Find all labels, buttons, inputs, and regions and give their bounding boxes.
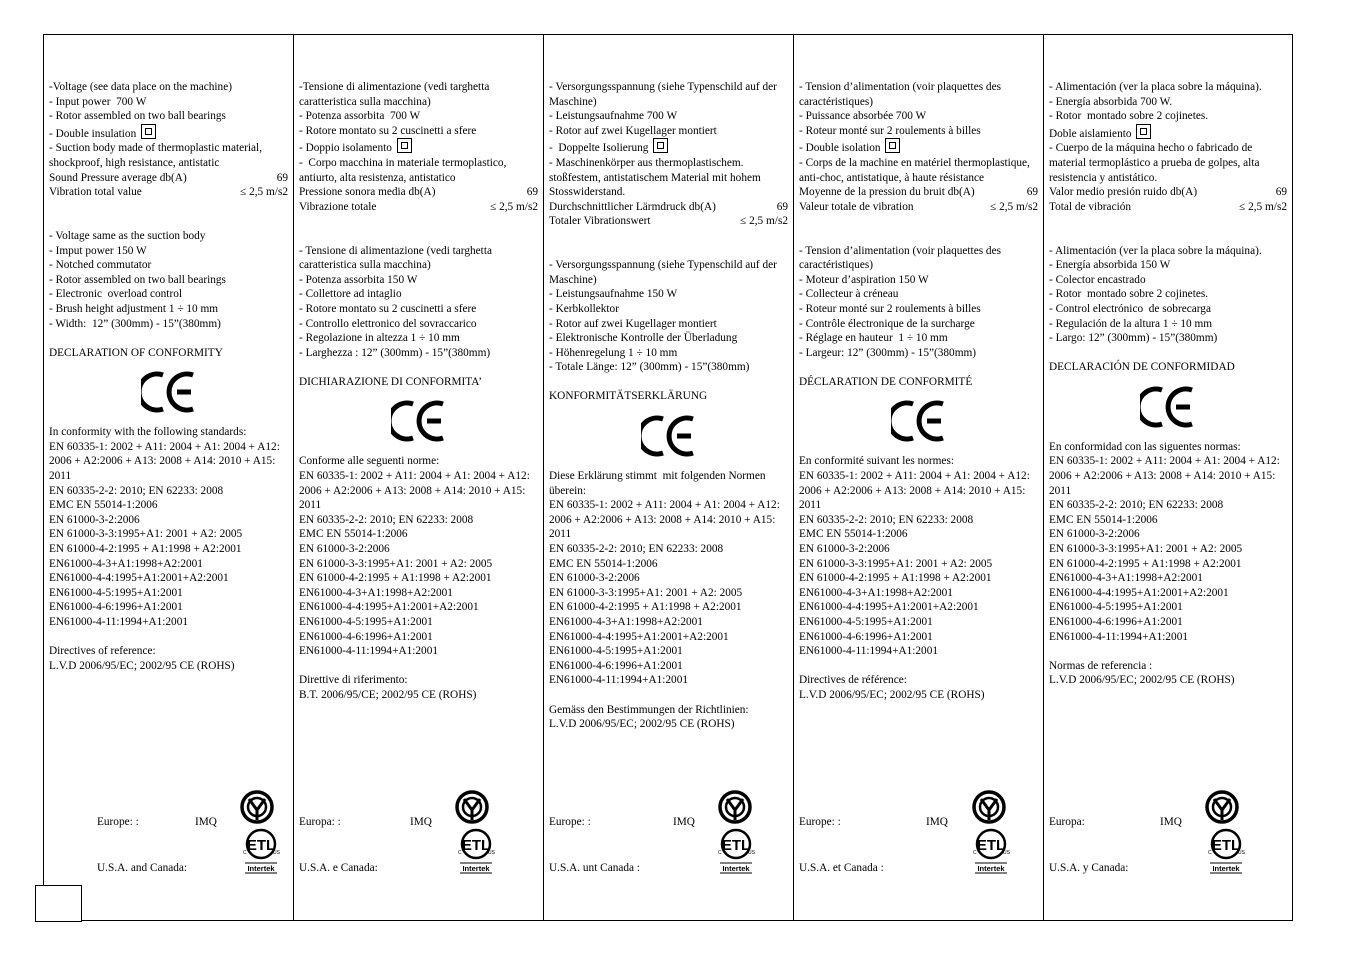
spec-line: - Cuerpo de la máquina hecho o fabricado de material termoplástico a prueba de golpes, alta resistencia y antistático. [1049,142,1263,184]
spec2-line: - Kerbkollektor [549,302,619,315]
spec2-line: - Controllo elettronico del sovraccarico [299,317,477,330]
imq-logo-icon [239,790,275,824]
standard-line: EN61000-4-6:1996+A1:2001 [49,601,183,614]
column-fr [794,35,1044,920]
imq-label: IMQ [410,816,432,828]
usa-canada-label: U.S.A. et Canada : [799,862,884,874]
standard-line: EN 61000-3-3:1995+A1: 2001 + A2: 2005 [549,586,743,599]
double-insulation-icon [653,138,668,153]
standard-line: EN61000-4-6:1996+A1:2001 [549,659,683,672]
spec2-line: - Largeur: 12” (300mm) - 15”(380mm) [799,346,977,359]
etl-text: ETL [1211,837,1241,854]
usa-canada-label: U.S.A. unt Canada : [549,862,640,874]
column-es [1044,35,1292,920]
standard-line: EMC EN 55014-1:2006 [49,499,158,512]
etl-intertek-logo-icon [239,826,283,874]
spec2-line: - Rotor assembled on two ball bearings [49,273,226,286]
standard-line: In conformity with the following standards: [49,426,247,439]
double-insulation-icon [397,138,412,153]
standard-line: EN61000-4-11:1994+A1:2001 [549,674,688,687]
spec2-line: - Regolazione in altezza 1 ÷ 10 mm [299,332,460,345]
spec2-line: - Contrôle électronique de la surcharge [799,317,975,330]
spec-line: -Tensione di alimentazione (vedi targhetta caratteristica sulla macchina) [299,81,493,108]
standard-line: EN61000-4-11:1994+A1:2001 [799,645,938,658]
standard-line: EN 61000-4-2:1995 + A1:1998 + A2:2001 [299,572,492,585]
etl-us-text: US [488,850,495,856]
spec-line: - Versorgungsspannung (siehe Typenschild auf der Maschine) [549,81,780,108]
double-insulation-line: - Double insulation [49,124,288,142]
standard-line: EN 60335-2-2: 2010; EN 62233: 2008 [299,513,474,526]
double-insulation-line: - Doppelte Isolierung [549,138,788,156]
directive-line: Direttive di riferimento: [299,674,408,687]
ce-mark-icon [799,399,1038,445]
spec-line: - Rotor montado sobre 2 cojinetes. [1049,110,1209,123]
spec-line: -Voltage (see data place on the machine) [49,81,232,93]
spec-line: - Rotor assembled on two ball bearings [49,110,226,123]
certification-area [299,790,538,900]
spec2-line: - Control electrónico de sobrecarga [1049,302,1211,315]
spec2-line: - Tension d’alimentation (voir plaquettes des caractéristiques) [799,244,1004,272]
standard-line: EN61000-4-4:1995+A1:2001+A2:2001 [799,601,979,614]
standard-line: EN 60335-2-2: 2010; EN 62233: 2008 [549,543,724,556]
standard-line: EN 61000-3-3:1995+A1: 2001 + A2: 2005 [1049,543,1243,556]
spec-line: - Leistungsaufnahme 700 W [549,110,678,123]
spec2-line: - Versorgungsspannung (siehe Typenschild auf der Maschine) [549,259,780,286]
spec-line: - Alimentación (ver la placa sobre la máquina). [1049,81,1262,93]
standard-line: EN61000-4-3+A1:1998+A2:2001 [299,586,453,599]
directive-line: L.V.D 2006/95/EC; 2002/95 CE (ROHS) [49,659,235,672]
standard-line: EN 61000-4-2:1995 + A1:1998 + A2:2001 [1049,557,1242,570]
etl-us-text: US [748,850,755,856]
etl-us-text: US [273,850,280,856]
ce-mark-icon [549,414,788,460]
column-it [294,35,544,920]
spec2-line: - Alimentación (ver la placa sobre la máquina). [1049,244,1262,257]
standard-line: EN61000-4-5:1995+A1:2001 [549,645,683,658]
spec2-line: - Elektronische Kontrolle der Überladung [549,332,738,345]
imq-label: IMQ [195,816,217,828]
imq-logo-icon [454,790,490,824]
standard-line: EN 60335-1: 2002 + A11: 2004 + A1: 2004 + A12: 2006 + A2:2006 + A13: 2008 + A14: 2010 + A15: 2011 [799,470,1033,512]
standard-line: EN61000-4-3+A1:1998+A2:2001 [549,616,703,628]
europe-label: Europa: : [299,816,341,828]
europe-label: Europe: : [97,816,139,828]
etl-intertek-logo-icon [454,826,498,874]
standard-line: EN 60335-1: 2002 + A11: 2004 + A1: 2004 + A12: 2006 + A2:2006 + A13: 2008 + A14: 2010 + A15: 2011 [299,470,533,512]
standard-line: EN61000-4-6:1996+A1:2001 [299,630,433,643]
spec2-line: - Colector encastrado [1049,273,1146,286]
etl-text: ETL [461,837,491,854]
standard-line: EN 61000-4-2:1995 + A1:1998 + A2:2001 [549,601,742,614]
sound-row: Sound Pressure average db(A) 69 [49,171,288,184]
spec-line: - Potenza assorbita 700 W [299,110,421,123]
imq-label: IMQ [926,816,948,828]
etl-c-text: C [458,850,462,856]
spec-line: - Puissance absorbée 700 W [799,110,927,123]
ce-mark-icon [1049,385,1287,431]
directive-line: Directives of reference: [49,645,156,658]
spec2-line: - Largo: 12” (300mm) - 15”(380mm) [1049,332,1218,345]
standard-line: EN 61000-3-2:2006 [49,513,140,526]
spec2-line: - Totale Länge: 12” (300mm) - 15”(380mm) [549,361,750,374]
standard-line: EN 61000-3-2:2006 [1049,528,1140,541]
etl-c-text: C [1208,850,1212,856]
standard-line: EN61000-4-3+A1:1998+A2:2001 [1049,572,1203,585]
directive-line: L.V.D 2006/95/EC; 2002/95 CE (ROHS) [549,718,735,731]
standard-line: EN 60335-2-2: 2010; EN 62233: 2008 [799,513,974,526]
spec-line: - Rotor auf zwei Kugellager montiert [549,124,717,137]
intertek-text: Intertek [722,864,750,873]
page-corner-box [35,885,82,922]
ce-mark-icon [299,399,538,445]
intertek-text: Intertek [462,864,490,873]
certification-area [49,790,288,900]
standard-line: EN 60335-2-2: 2010; EN 62233: 2008 [1049,499,1224,512]
vibration-row: Vibrazione totale ≤ 2,5 m/s2 [299,200,538,213]
standard-line: Diese Erklärung stimmt mit folgenden Normen überein: [549,470,769,497]
standard-line: EN 61000-4-2:1995 + A1:1998 + A2:2001 [49,543,242,556]
standard-line: EMC EN 55014-1:2006 [799,528,908,541]
spec-line: - Input power 700 W [49,95,147,108]
declaration-title: DICHIARAZIONE DI CONFORMITA’ [299,375,482,388]
double-insulation-line: Doble aislamiento [1049,124,1287,142]
standard-line: En conformidad con las siguentes normas: [1049,440,1241,453]
europe-label: Europa: [1049,816,1085,828]
certification-area [799,790,1038,900]
standard-line: EN61000-4-4:1995+A1:2001+A2:2001 [299,601,479,614]
imq-logo-icon [971,790,1007,824]
spec2-line: - Larghezza : 12” (300mm) - 15”(380mm) [299,346,491,359]
standard-line: EN 60335-1: 2002 + A11: 2004 + A1: 2004 + A12: 2006 + A2:2006 + A13: 2008 + A14: 2010 + A15: 2011 [49,440,283,483]
spec2-line: - Rotor auf zwei Kugellager montiert [549,317,717,330]
europe-label: Europe: : [549,816,591,828]
spec2-line: - Notched commutator [49,259,152,272]
standard-line: EMC EN 55014-1:2006 [299,528,408,541]
etl-c-text: C [718,850,722,856]
spec2-line: - Potenza assorbita 150 W [299,273,418,286]
spec2-line: - Rotore montato su 2 cuscinetti a sfere [299,302,477,315]
directive-line: Directives de référence: [799,674,907,687]
directive-line: B.T. 2006/95/CE; 2002/95 CE (ROHS) [299,688,477,701]
double-insulation-line: - Double isolation [799,138,1038,156]
spec2-line: - Collecteur à créneau [799,288,899,301]
declaration-title: DECLARATION OF CONFORMITY [49,346,223,359]
spec2-line: - Voltage same as the suction body [49,229,206,242]
spec-line: - Corpo macchina in materiale termoplastico, antiurto, alta resistenza, antistatico [299,156,510,184]
spec2-line: - Imput power 150 W [49,244,147,257]
certification-area [1049,790,1287,900]
standard-line: EN61000-4-3+A1:1998+A2:2001 [799,586,953,599]
standard-line: EMC EN 55014-1:2006 [1049,513,1158,526]
standard-line: EN61000-4-4:1995+A1:2001+A2:2001 [49,572,229,585]
spec2-line: - Moteur d’aspiration 150 W [799,273,929,286]
standard-line: EN61000-4-11:1994+A1:2001 [1049,630,1188,643]
usa-canada-label: U.S.A. and Canada: [97,862,188,874]
etl-intertek-logo-icon [714,826,758,874]
ce-mark-icon [49,370,288,416]
double-insulation-icon [1136,124,1151,139]
declaration-title: DÉCLARATION DE CONFORMITÉ [799,375,973,388]
double-insulation-line: - Doppio isolamento [299,138,538,156]
sound-row: Pressione sonora media db(A) 69 [299,186,538,199]
usa-canada-label: U.S.A. e Canada: [299,862,378,874]
standard-line: EN 60335-1: 2002 + A11: 2004 + A1: 2004 + A12: 2006 + A2:2006 + A13: 2008 + A14: 2010 + A15: 2011 [549,499,783,541]
spec-line: - Maschinenkörper aus thermoplastischem. stoßfestem, antistatischem Material mit hohem Stosswiderstand. [549,156,764,199]
standard-line: EN 61000-4-2:1995 + A1:1998 + A2:2001 [799,572,992,585]
standard-line: EN 61000-3-3:1995+A1: 2001 + A2: 2005 [799,557,993,570]
directive-line: L.V.D 2006/95/EC; 2002/95 CE (ROHS) [799,688,985,701]
standard-line: Conforme alle seguenti norme: [299,455,440,468]
standard-line: EN61000-4-6:1996+A1:2001 [799,630,933,643]
spec2-line: - Tensione di alimentazione (vedi targhetta caratteristica sulla macchina) [299,244,495,272]
double-insulation-icon [885,138,900,153]
standard-line: EN 61000-3-3:1995+A1: 2001 + A2: 2005 [49,528,243,541]
directive-line: Normas de referencia : [1049,659,1153,672]
standard-line: EN61000-4-3+A1:1998+A2:2001 [49,557,203,570]
vibration-row: Total de vibración ≤ 2,5 m/s2 [1049,200,1287,213]
etl-intertek-logo-icon [969,826,1013,874]
spec2-line: - Electronic overload control [49,288,182,301]
directive-line: L.V.D 2006/95/EC; 2002/95 CE (ROHS) [1049,674,1235,687]
etl-text: ETL [246,837,276,854]
spec2-line: - Energía absorbida 150 W [1049,259,1171,272]
intertek-text: Intertek [977,864,1005,873]
standard-line: EN 61000-3-2:2006 [299,543,390,556]
spec2-line: - Brush height adjustment 1 ÷ 10 mm [49,302,219,315]
usa-canada-label: U.S.A. y Canada: [1049,862,1129,874]
intertek-text: Intertek [1212,864,1240,873]
standard-line: EN61000-4-5:1995+A1:2001 [49,586,183,599]
spec-line: - Rotore montato su 2 cuscinetti a sfere [299,124,477,137]
spec-line: - Energía absorbida 700 W. [1049,95,1173,108]
sound-row: Durchschnittlicher Lärmdruck db(A) 69 [549,200,788,213]
standard-line: EN 60335-1: 2002 + A11: 2004 + A1: 2004 + A12: 2006 + A2:2006 + A13: 2008 + A14: 2010 + A15: 2011 [1049,455,1283,497]
europe-label: Europe: : [799,816,841,828]
etl-us-text: US [1238,850,1245,856]
declaration-title: KONFORMITÄTSERKLÄRUNG [549,390,708,403]
certification-area [549,790,788,900]
imq-logo-icon [717,790,753,824]
spec2-line: - Width: 12” (300mm) - 15”(380mm) [49,317,221,330]
declaration-title: DECLARACIÓN DE CONFORMIDAD [1049,361,1235,374]
spec2-line: - Regulación de la altura 1 ÷ 10 mm [1049,317,1213,330]
etl-c-text: C [973,850,977,856]
imq-label: IMQ [673,816,695,828]
standard-line: EN61000-4-5:1995+A1:2001 [299,616,433,628]
vibration-row: Totaler Vibrationswert ≤ 2,5 m/s2 [549,215,788,228]
standard-line: EN 61000-3-3:1995+A1: 2001 + A2: 2005 [299,557,493,570]
sound-row: Valor medio presión ruido db(A) 69 [1049,186,1287,199]
spec2-line: - Rotor montado sobre 2 cojinetes. [1049,288,1209,301]
vibration-row: Vibration total value ≤ 2,5 m/s2 [49,186,288,199]
spec2-line: - Réglage en hauteur 1 ÷ 10 mm [799,332,948,345]
imq-logo-icon [1204,790,1240,824]
spec2-line: - Collettore ad intaglio [299,288,402,301]
standard-line: EN61000-4-4:1995+A1:2001+A2:2001 [1049,586,1229,599]
spec-line: - Corps de la machine en matériel thermoplastique, anti-choc, antistatique, à haute résistance [799,156,1033,184]
imq-label: IMQ [1160,816,1182,828]
etl-text: ETL [976,837,1006,854]
document-frame [43,34,1293,921]
spec2-line: - Leistungsaufnahme 150 W [549,288,678,301]
standard-line: EN61000-4-11:1994+A1:2001 [49,616,188,628]
standard-line: EMC EN 55014-1:2006 [549,557,658,570]
directive-line: Gemäss den Bestimmungen der Richtlinien: [549,703,749,716]
intertek-text: Intertek [247,864,275,873]
etl-text: ETL [721,837,751,854]
column-de [544,35,794,920]
standard-line: En conformité suivant les normes: [799,455,954,468]
etl-us-text: US [1003,850,1010,856]
standard-line: EN 61000-3-2:2006 [549,572,640,585]
standard-line: EN61000-4-11:1994+A1:2001 [299,645,438,658]
spec-line: - Suction body made of thermoplastic material, shockproof, high resistance, antistatic [49,142,265,169]
spec-line: - Tension d’alimentation (voir plaquettes des caractéristiques) [799,81,1004,108]
standard-line: EN61000-4-5:1995+A1:2001 [1049,601,1183,614]
standard-line: EN61000-4-6:1996+A1:2001 [1049,616,1183,628]
column-en [44,35,294,920]
standard-line: EN61000-4-5:1995+A1:2001 [799,616,933,628]
spec2-line: - Höhenregelung 1 ÷ 10 mm [549,346,678,359]
etl-c-text: C [243,850,247,856]
standard-line: EN61000-4-4:1995+A1:2001+A2:2001 [549,630,729,643]
sound-row: Moyenne de la pression du bruit db(A) 69 [799,186,1038,199]
vibration-row: Valeur totale de vibration ≤ 2,5 m/s2 [799,200,1038,213]
spec-line: - Roteur monté sur 2 roulements à billes [799,124,981,137]
spec2-line: - Roteur monté sur 2 roulements à billes [799,302,981,315]
standard-line: EN 60335-2-2: 2010; EN 62233: 2008 [49,484,224,497]
standard-line: EN 61000-3-2:2006 [799,543,890,556]
etl-intertek-logo-icon [1204,826,1248,874]
double-insulation-icon [141,124,156,139]
